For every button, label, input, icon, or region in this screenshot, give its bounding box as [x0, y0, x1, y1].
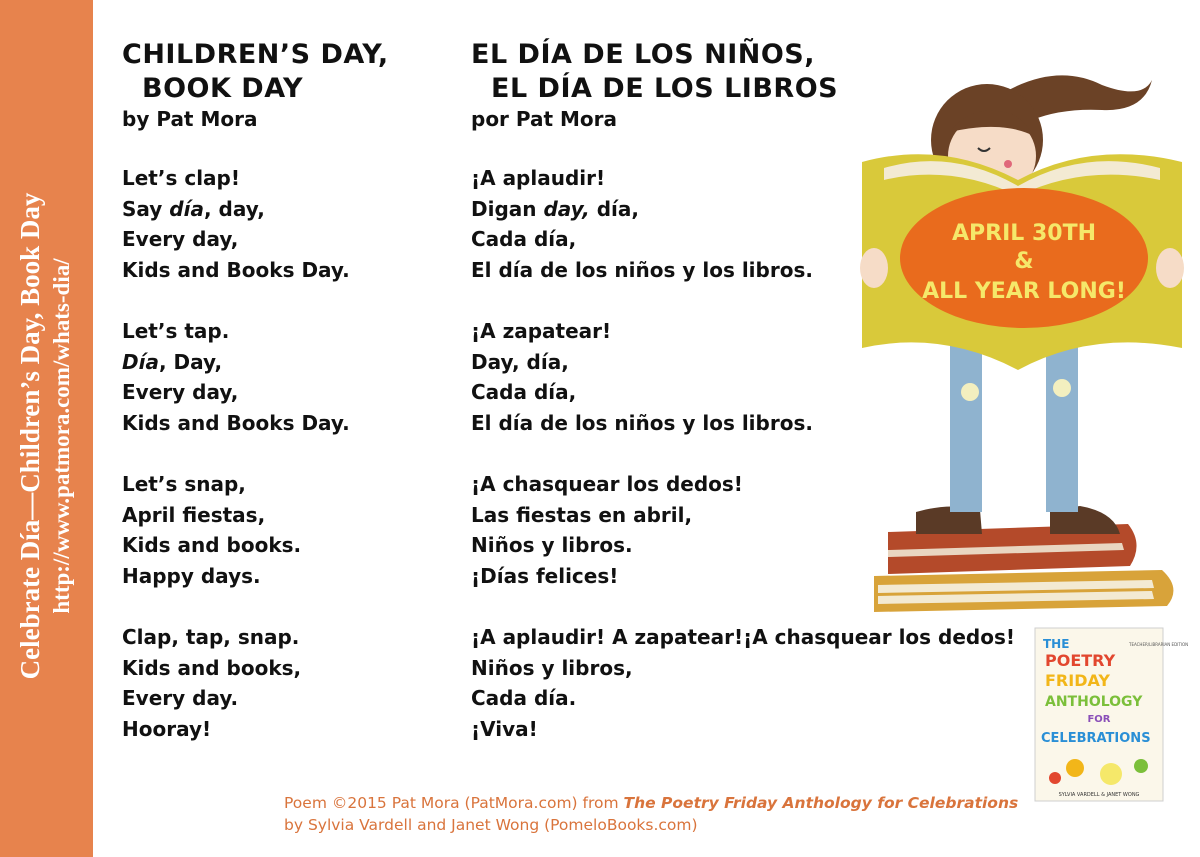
cover-line4: ANTHOLOGY — [1045, 694, 1143, 710]
poem-line: ¡Días felices! — [471, 563, 619, 588]
poem-line: Hooray! — [122, 716, 212, 741]
english-stanzas — [122, 163, 442, 744]
oval-line1: APRIL 30TH — [952, 221, 1096, 246]
cover-line3: FRIDAY — [1045, 671, 1110, 690]
poem-line: ¡A aplaudir! A zapatear!¡A chasquear los dedos! — [471, 625, 1016, 649]
poem-line: Let’s clap! — [122, 166, 240, 190]
poem-line — [122, 194, 442, 225]
poem-line: Cada día. — [471, 686, 577, 710]
oval-line3: ALL YEAR LONG! — [922, 279, 1126, 304]
poem-line: Every day, — [122, 227, 239, 251]
cover-line5: FOR — [1087, 714, 1111, 725]
poem-line: Day, día, — [471, 349, 569, 374]
poem-line: El día de los niños y los libros. — [471, 410, 813, 435]
poem-line: Let’s tap. — [122, 319, 230, 343]
left-leg — [950, 340, 982, 512]
english-poem — [122, 38, 442, 775]
italic-word: día — [169, 196, 204, 221]
credits-footer — [284, 792, 1024, 836]
credits-line2: by Sylvia Vardell and Janet Wong (PomeloBooks.com) — [284, 816, 698, 834]
sidebar — [0, 0, 93, 857]
english-title-line1: CHILDREN’S DAY, — [122, 39, 389, 70]
cover-edition: TEACHER/LIBRARIAN EDITION — [1129, 642, 1189, 647]
credits-line1-text: Poem ©2015 Pat Mora (PatMora.com) from — [284, 794, 624, 812]
poem-line: Kids and Books Day. — [122, 257, 350, 282]
anthology-title: The Poetry Friday Anthology for Celebrations — [623, 794, 1019, 812]
poem-line: Every day. — [122, 686, 239, 710]
line-part: Say — [122, 196, 170, 221]
right-hand — [1156, 248, 1184, 288]
credits-line1 — [284, 792, 1024, 814]
oval-line2: & — [1014, 249, 1034, 274]
poem-line: Las fiestas en abril, — [471, 502, 693, 527]
cover-authors: SYLVIA VARDELL & JANET WONG — [1058, 792, 1140, 798]
english-title-line2: BOOK DAY — [142, 73, 304, 104]
girl-reading-illustration — [852, 40, 1197, 620]
spanish-byline: por Pat Mora — [471, 107, 618, 131]
cover-line2: POETRY — [1045, 651, 1116, 670]
anthology-book-cover — [1035, 628, 1189, 801]
poem-line: Happy days. — [122, 563, 261, 588]
line-part: Digan — [471, 196, 544, 221]
spanish-title-line2: EL DÍA DE LOS LIBROS — [491, 73, 839, 104]
cover-line6: CELEBRATIONS — [1041, 731, 1151, 746]
poem-line: Kids and books. — [122, 533, 302, 557]
poem-line: ¡Viva! — [471, 716, 538, 741]
stanza — [122, 316, 442, 438]
poem-line: Let’s snap, — [122, 472, 246, 496]
poem-line: Cada día, — [471, 380, 577, 404]
line-part: , day, — [203, 196, 265, 221]
poem-line: ¡A aplaudir! — [471, 166, 606, 190]
poem-line: Every day, — [122, 380, 239, 404]
poem-line: Niños y libros, — [471, 655, 633, 680]
stanza — [471, 622, 1061, 744]
line-part: día, — [589, 196, 639, 221]
spanish-title-line1: EL DÍA DE LOS NIÑOS, — [471, 39, 815, 70]
right-leg — [1046, 340, 1078, 512]
left-hand — [860, 248, 888, 288]
stanza — [122, 163, 442, 285]
line-part: , Day, — [158, 349, 223, 374]
sidebar-url: http://www.patmora.com/whats-dia/ — [49, 258, 74, 614]
poem-line: Kids and books, — [122, 655, 302, 680]
sidebar-text — [15, 56, 77, 816]
poem-line: Cada día, — [471, 227, 577, 251]
poem-line: April fiestas, — [122, 502, 266, 527]
mouth — [1004, 160, 1012, 168]
poem-line: ¡A zapatear! — [471, 319, 612, 343]
cover-line1: THE — [1043, 637, 1070, 651]
poem-line: Kids and Books Day. — [122, 410, 350, 435]
italic-word: Día — [122, 349, 159, 374]
english-title — [122, 38, 442, 106]
sidebar-title: Celebrate Día—Children’s Day, Book Day — [15, 192, 45, 680]
poem-line: ¡A chasquear los dedos! — [471, 472, 743, 496]
english-byline: by Pat Mora — [122, 107, 258, 131]
poem-line: Niños y libros. — [471, 533, 633, 557]
italic-word: day, — [543, 196, 590, 221]
poem-line — [122, 347, 442, 378]
poem-line: Clap, tap, snap. — [122, 625, 300, 649]
cover-sun-icon — [1100, 763, 1122, 785]
stanza — [122, 469, 442, 591]
poem-line: El día de los niños y los libros. — [471, 257, 813, 282]
stanza — [122, 622, 442, 744]
